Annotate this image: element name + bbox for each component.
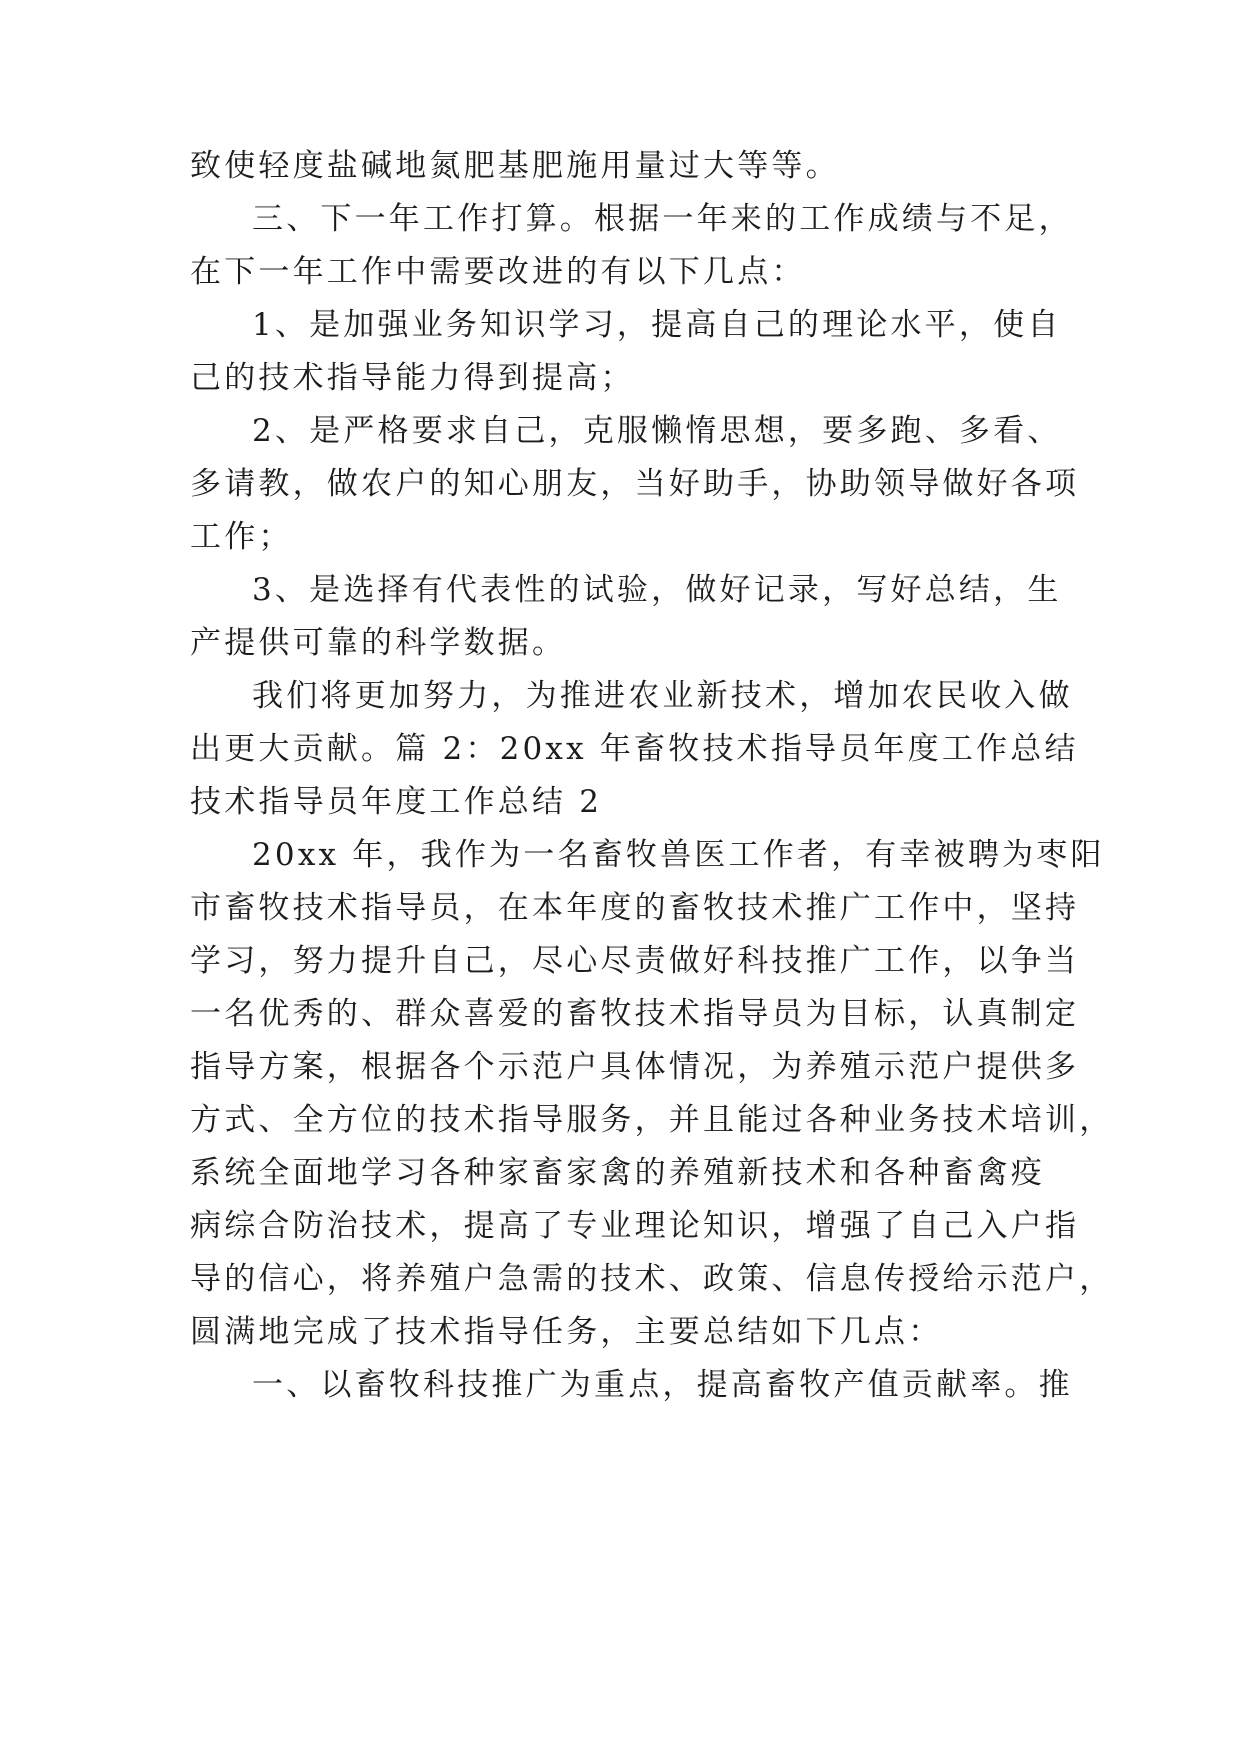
text-line: 产提供可靠的科学数据。: [190, 625, 567, 661]
text-line: 工作；: [190, 519, 293, 555]
text-line: 技术指导员年度工作总结 2: [190, 784, 603, 820]
text-line: 系统全面地学习各种家畜家禽的养殖新技术和各种畜禽疫: [190, 1155, 1045, 1191]
text-line: 多请教，做农户的知心朋友，当好助手，协助领导做好各项: [190, 466, 1080, 502]
text-line: 3、是选择有代表性的试验，做好记录，写好总结，生: [252, 572, 1062, 608]
text-line: 指导方案，根据各个示范户具体情况，为养殖示范户提供多: [190, 1049, 1080, 1085]
text-line: 1、是加强业务知识学习，提高自己的理论水平，使自: [252, 307, 1062, 343]
text-line: 己的技术指导能力得到提高；: [190, 360, 635, 396]
text-line: 学习，努力提升自己，尽心尽责做好科技推广工作，以争当: [190, 943, 1080, 979]
text-line: 病综合防治技术，提高了专业理论知识，增强了自己入户指: [190, 1208, 1080, 1244]
text-line: 一、以畜牧科技推广为重点，提高畜牧产值贡献率。推: [252, 1367, 1073, 1403]
text-line: 我们将更加努力，为推进农业新技术，增加农民收入做: [252, 678, 1073, 714]
text-line: 在下一年工作中需要改进的有以下几点：: [190, 254, 806, 290]
text-line: 一名优秀的、群众喜爱的畜牧技术指导员为目标，认真制定: [190, 996, 1080, 1032]
text-line: 20xx 年，我作为一名畜牧兽医工作者，有幸被聘为枣阳: [252, 837, 1105, 873]
text-line: 市畜牧技术指导员，在本年度的畜牧技术推广工作中，坚持: [190, 890, 1080, 926]
text-line: 2、是严格要求自己，克服懒惰思想，要多跑、多看、: [252, 413, 1062, 449]
text-line: 三、下一年工作打算。根据一年来的工作成绩与不足，: [252, 201, 1073, 237]
text-line: 圆满地完成了技术指导任务，主要总结如下几点：: [190, 1314, 943, 1350]
text-line: 导的信心，将养殖户急需的技术、政策、信息传授给示范户，: [190, 1261, 1114, 1297]
text-line: 致使轻度盐碱地氮肥基肥施用量过大等等。: [190, 148, 840, 184]
text-line: 方式、全方位的技术指导服务，并且能过各种业务技术培训，: [190, 1102, 1114, 1138]
text-line: 出更大贡献。篇 2：20xx 年畜牧技术指导员年度工作总结: [190, 731, 1079, 767]
